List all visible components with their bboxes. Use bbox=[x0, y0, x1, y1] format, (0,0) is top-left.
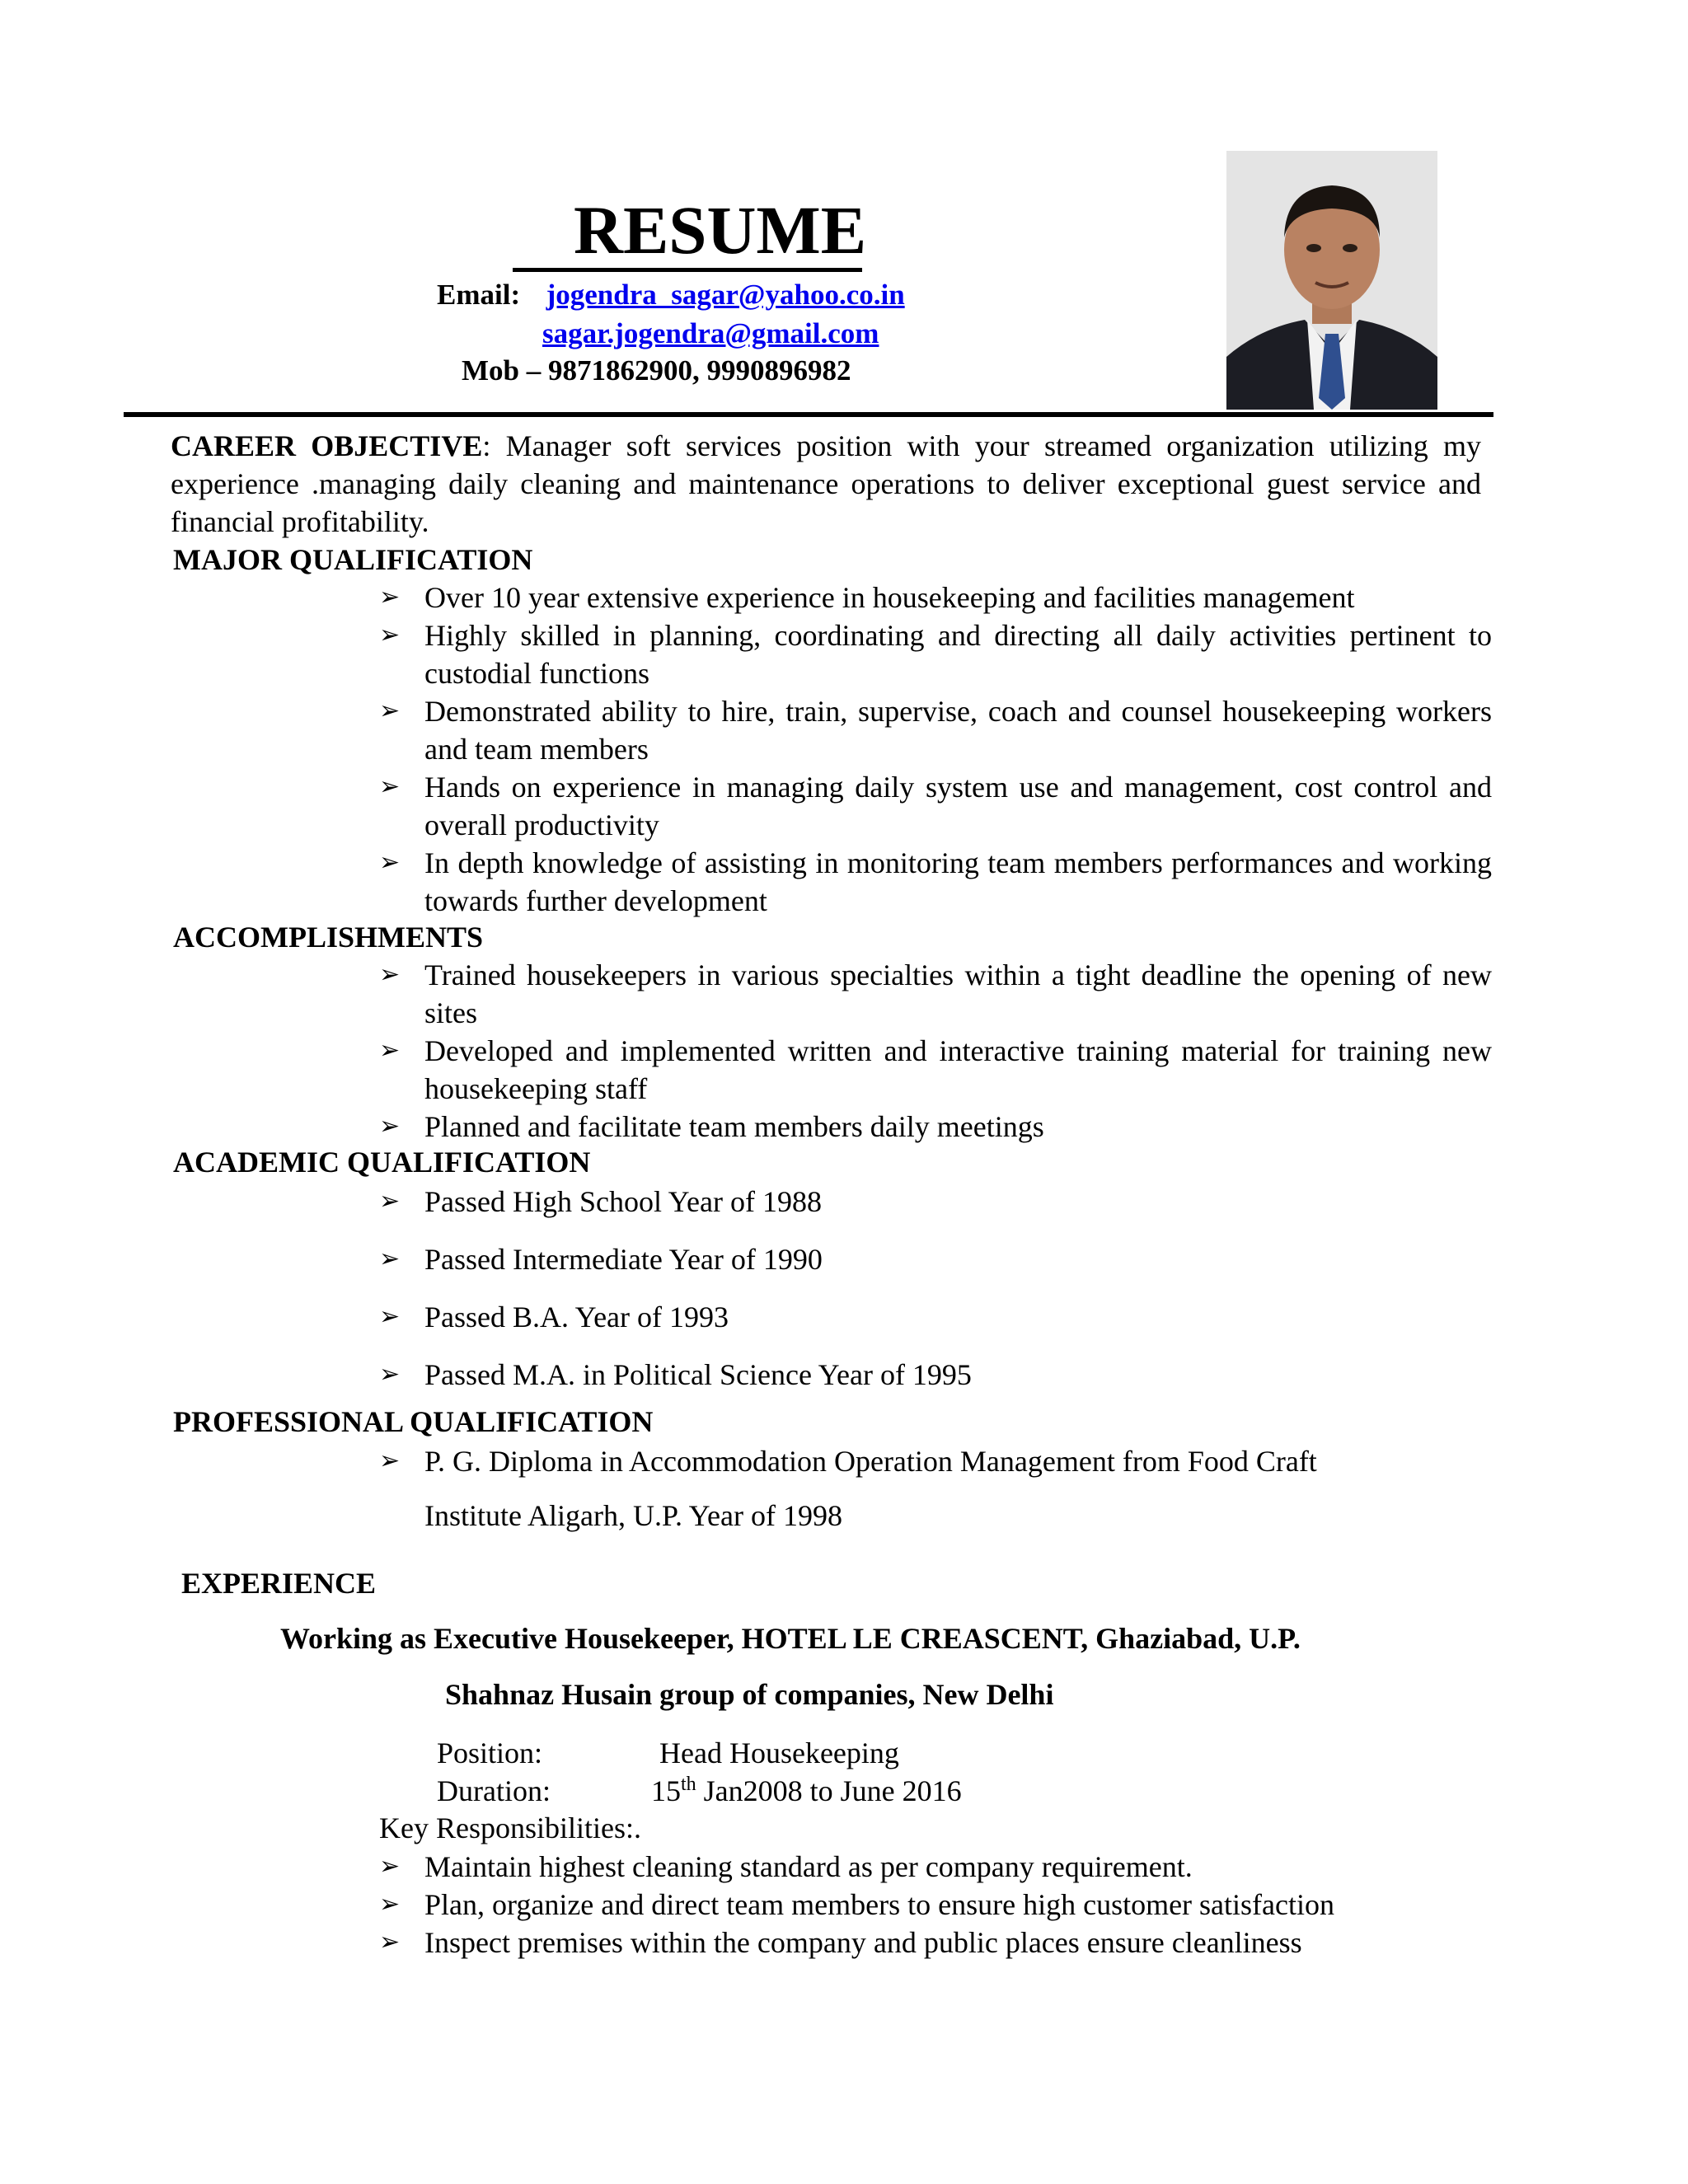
career-objective-label: CAREER OBJECTIVE bbox=[171, 429, 483, 462]
professional-qualification-line-2: Institute Aligarh, U.P. Year of 1998 bbox=[424, 1499, 842, 1532]
arrowhead-bullet-icon: ➢ bbox=[379, 1244, 401, 1273]
email-link-2[interactable]: sagar.jogendra@gmail.com bbox=[542, 317, 879, 349]
email-label: Email: bbox=[437, 279, 521, 311]
arrowhead-bullet-icon: ➢ bbox=[379, 1852, 401, 1881]
list-item: ➢ Trained housekeepers in various specialties within a tight deadline the opening of new sites bbox=[379, 956, 1492, 1032]
position-label: Position: bbox=[437, 1736, 543, 1769]
professional-qualification-list bbox=[379, 1442, 1492, 1535]
arrowhead-bullet-icon: ➢ bbox=[379, 583, 401, 612]
list-item: ➢ Highly skilled in planning, coordinating and directing all daily activities pertinent to custodial functions bbox=[379, 616, 1492, 692]
arrowhead-bullet-icon: ➢ bbox=[379, 1112, 401, 1141]
responsibilities-list bbox=[379, 1848, 1492, 1961]
list-item: ➢ Maintain highest cleaning standard as per company requirement. bbox=[379, 1848, 1492, 1886]
arrowhead-bullet-icon: ➢ bbox=[379, 1446, 401, 1475]
list-item: ➢ Over 10 year extensive experience in housekeeping and facilities management bbox=[379, 579, 1492, 616]
list-item: ➢ In depth knowledge of assisting in monitoring team members performances and working towards further development bbox=[379, 844, 1492, 920]
position-value: Head Housekeeping bbox=[659, 1736, 899, 1769]
arrowhead-bullet-icon: ➢ bbox=[379, 1187, 401, 1216]
arrowhead-bullet-icon: ➢ bbox=[379, 848, 401, 877]
profile-photo bbox=[1226, 151, 1437, 410]
title-underline bbox=[513, 268, 862, 272]
list-item: ➢ Plan, organize and direct team members to ensure high customer satisfaction bbox=[379, 1886, 1492, 1924]
list-item: ➢ Inspect premises within the company and public places ensure cleanliness bbox=[379, 1924, 1492, 1961]
accomplishments-list bbox=[379, 956, 1492, 1146]
list-item: ➢ Hands on experience in managing daily system use and management, cost control and overall productivity bbox=[379, 768, 1492, 844]
list-item: ➢ Passed Intermediate Year of 1990 bbox=[379, 1240, 1492, 1278]
arrowhead-bullet-icon: ➢ bbox=[379, 1890, 401, 1919]
arrowhead-bullet-icon: ➢ bbox=[379, 772, 401, 801]
arrowhead-bullet-icon: ➢ bbox=[379, 1036, 401, 1065]
employer-line: Working as Executive Housekeeper, HOTEL LE CREASCENT, Ghaziabad, U.P. bbox=[280, 1622, 1301, 1655]
email-link-1[interactable]: jogendra_sagar@yahoo.co.in bbox=[546, 279, 905, 311]
major-qualification-heading: MAJOR QUALIFICATION bbox=[173, 543, 533, 576]
career-objective bbox=[171, 427, 1481, 541]
duration-value: 15th Jan2008 to June 2016 bbox=[651, 1774, 962, 1807]
professional-qualification-heading: PROFESSIONAL QUALIFICATION bbox=[173, 1405, 654, 1438]
arrowhead-bullet-icon: ➢ bbox=[379, 621, 401, 649]
accomplishments-heading: ACCOMPLISHMENTS bbox=[173, 921, 484, 954]
email-row-2 bbox=[542, 319, 879, 348]
academic-qualification-heading: ACADEMIC QUALIFICATION bbox=[173, 1146, 591, 1179]
list-item: ➢ Planned and facilitate team members daily meetings bbox=[379, 1108, 1492, 1146]
list-item: ➢ Passed M.A. in Political Science Year of 1995 bbox=[379, 1356, 1492, 1394]
page-title: RESUME bbox=[574, 192, 867, 268]
email-row bbox=[437, 280, 905, 309]
mobile-numbers: Mob – 9871862900, 9990896982 bbox=[462, 354, 851, 387]
career-objective-text: : Manager soft services position with your streamed organization utilizing my experience .managing daily cleaning and maintenance operations to deliver exceptional guest service and financial profitability. bbox=[171, 429, 1481, 538]
arrowhead-bullet-icon: ➢ bbox=[379, 1302, 401, 1331]
list-item: ➢ Developed and implemented written and interactive training material for training new housekeeping staff bbox=[379, 1032, 1492, 1108]
group-line: Shahnaz Husain group of companies, New Delhi bbox=[445, 1678, 1054, 1711]
major-qualification-list bbox=[379, 579, 1492, 920]
person-portrait-icon bbox=[1226, 151, 1437, 410]
arrowhead-bullet-icon: ➢ bbox=[379, 1360, 401, 1389]
duration-label: Duration: bbox=[437, 1774, 551, 1807]
header-divider bbox=[124, 412, 1493, 417]
list-item: ➢ Passed High School Year of 1988 bbox=[379, 1183, 1492, 1221]
academic-qualification-list bbox=[379, 1183, 1492, 1394]
experience-heading: EXPERIENCE bbox=[181, 1567, 377, 1600]
list-item: ➢ Passed B.A. Year of 1993 bbox=[379, 1298, 1492, 1336]
arrowhead-bullet-icon: ➢ bbox=[379, 1928, 401, 1957]
list-item: ➢ Demonstrated ability to hire, train, supervise, coach and counsel housekeeping workers and team members bbox=[379, 692, 1492, 768]
arrowhead-bullet-icon: ➢ bbox=[379, 960, 401, 989]
key-responsibilities-label: Key Responsibilities:. bbox=[379, 1811, 641, 1844]
list-item: ➢ P. G. Diploma in Accommodation Operation Management from Food Craft bbox=[379, 1442, 1492, 1480]
arrowhead-bullet-icon: ➢ bbox=[379, 696, 401, 725]
